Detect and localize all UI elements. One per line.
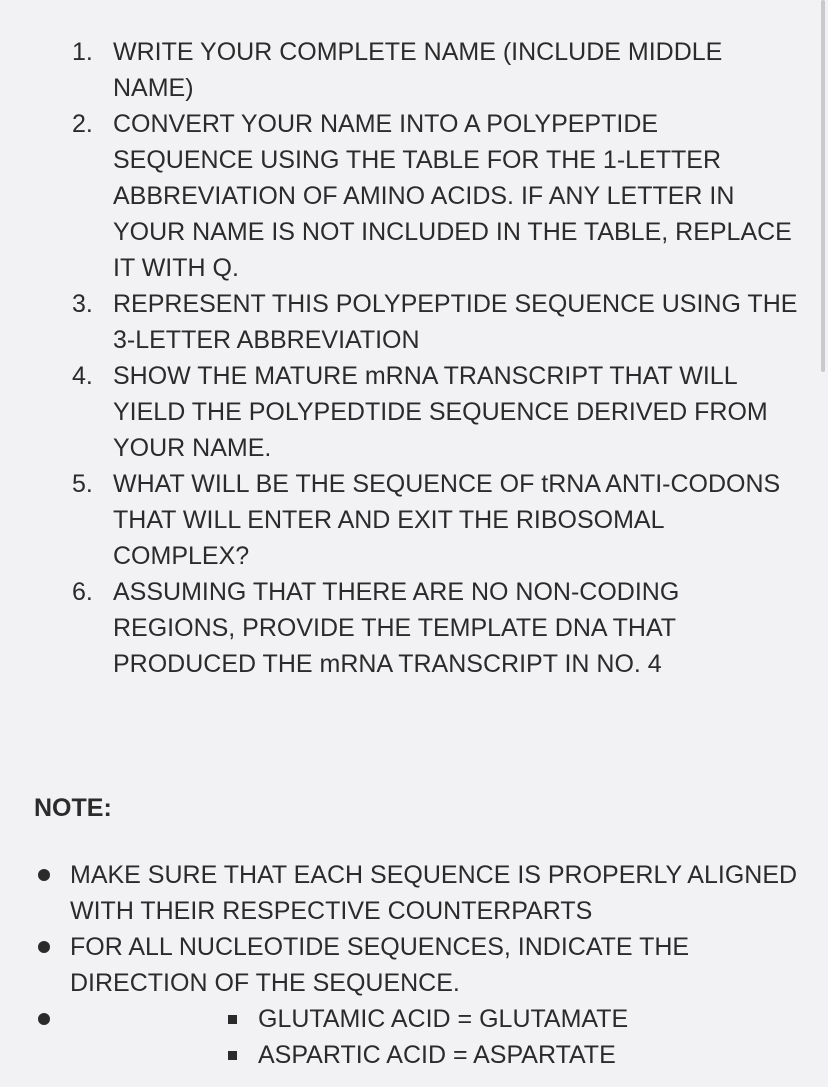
task-number: 2. (72, 110, 93, 138)
square-bullet-icon (228, 1015, 237, 1024)
note-sub-list (0, 1001, 808, 1073)
task-list (0, 34, 808, 682)
note-bullet-text: MAKE SURE THAT EACH SEQUENCE IS PROPERLY ALIGNED WITH THEIR RESPECTIVE COUNTERPARTS (70, 861, 798, 925)
task-item (0, 34, 808, 106)
note-sub-item (0, 1001, 808, 1037)
task-text: ASSUMING THAT THERE ARE NO NON-CODING REGIONS, PROVIDE THE TEMPLATE DNA THAT PRODUCED THE mRNA TRANSCRIPT IN NO. 4 (113, 578, 680, 678)
scrollbar[interactable] (821, 0, 825, 372)
task-number: 5. (72, 470, 93, 498)
bullet-icon (38, 869, 50, 881)
task-text: CONVERT YOUR NAME INTO A POLYPEPTIDE SEQUENCE USING THE TABLE FOR THE 1-LETTER ABBREVIATION OF AMINO ACIDS. IF ANY LETTER IN YOUR NAME IS NOT INCLUDED IN THE TABLE, REPLACE IT WITH Q. (113, 110, 792, 282)
note-bullet-item (0, 857, 808, 929)
bullet-icon (38, 941, 50, 953)
note-sub-text: GLUTAMIC ACID = GLUTAMATE (258, 1005, 629, 1033)
task-text: WRITE YOUR COMPLETE NAME (INCLUDE MIDDLE NAME) (113, 38, 723, 102)
task-item (0, 286, 808, 358)
task-number: 6. (72, 578, 93, 606)
note-bullet-text: FOR ALL NUCLEOTIDE SEQUENCES, INDICATE THE DIRECTION OF THE SEQUENCE. (70, 933, 690, 997)
square-bullet-icon (228, 1051, 237, 1060)
task-text: WHAT WILL BE THE SEQUENCE OF tRNA ANTI-CODONS THAT WILL ENTER AND EXIT THE RIBOSOMAL COMPLEX? (113, 470, 781, 570)
note-sub-item (0, 1037, 808, 1073)
task-item (0, 574, 808, 682)
task-item (0, 358, 808, 466)
note-bullet-item (0, 929, 808, 1001)
task-text: REPRESENT THIS POLYPEPTIDE SEQUENCE USING THE 3-LETTER ABBREVIATION (113, 290, 798, 354)
task-number: 1. (72, 38, 93, 66)
note-heading: NOTE: (34, 794, 112, 822)
note-sub-text: ASPARTIC ACID = ASPARTATE (258, 1041, 616, 1069)
task-item (0, 106, 808, 286)
task-number: 4. (72, 362, 93, 390)
task-item (0, 466, 808, 574)
task-number: 3. (72, 290, 93, 318)
task-text: SHOW THE MATURE mRNA TRANSCRIPT THAT WILL YIELD THE POLYPEDTIDE SEQUENCE DERIVED FROM YOUR NAME. (113, 362, 768, 462)
